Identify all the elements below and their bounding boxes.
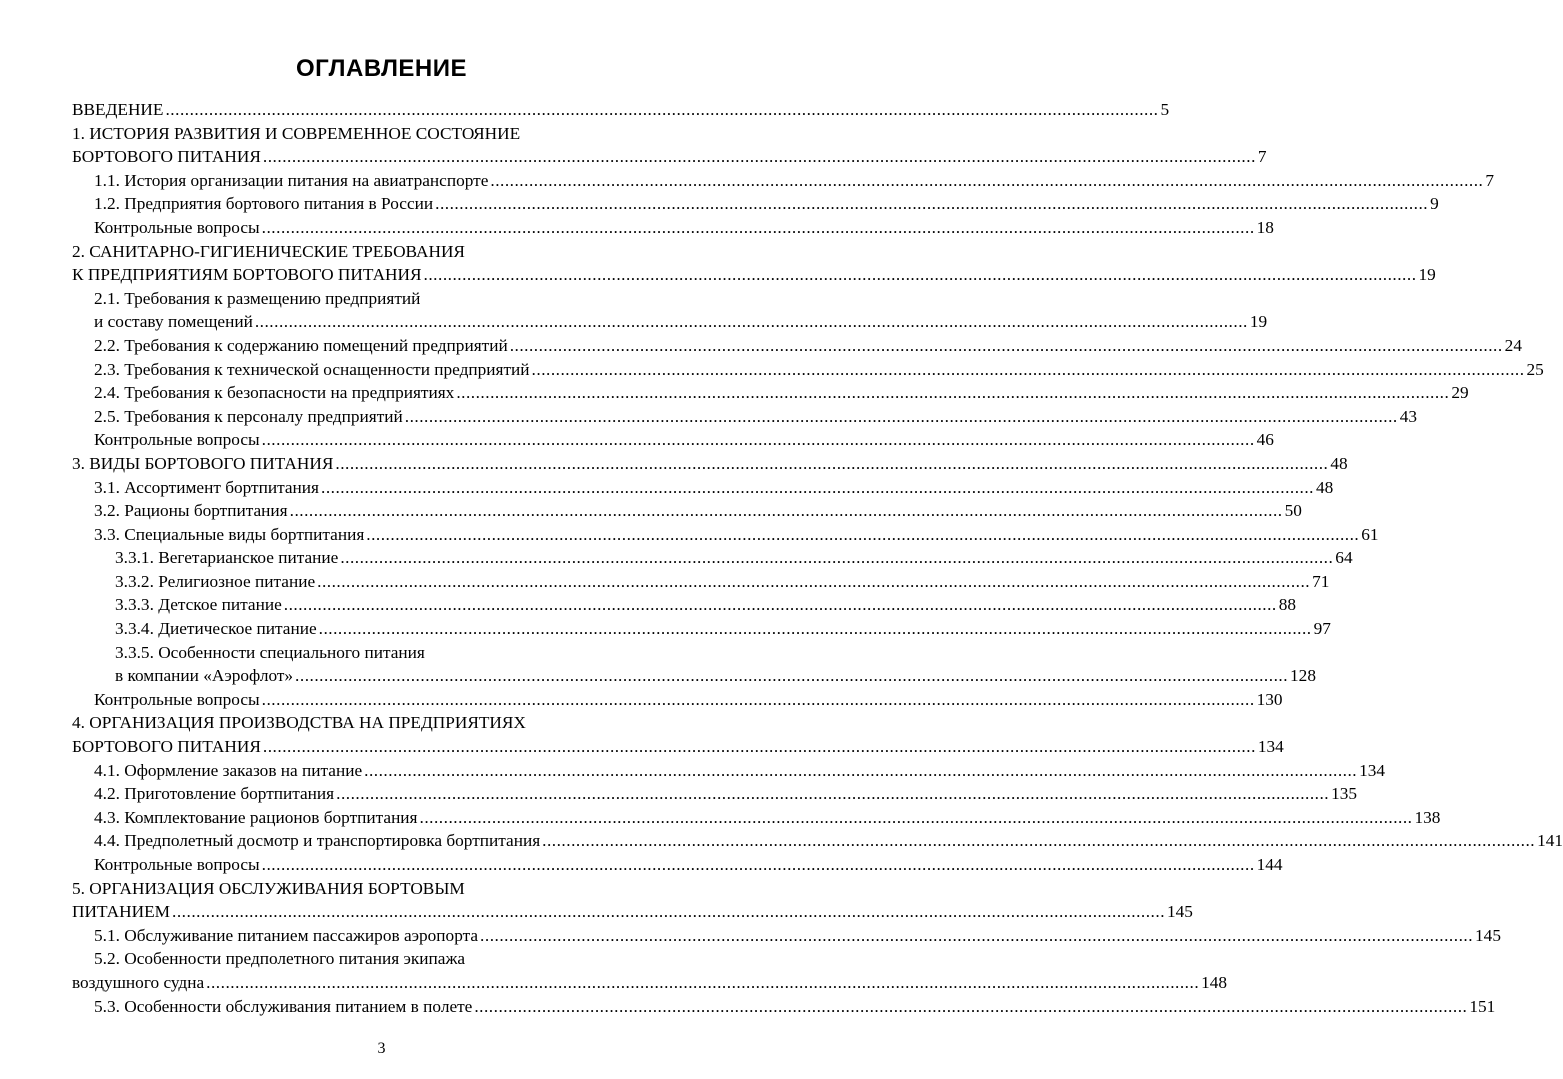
toc-entry [72, 523, 1379, 547]
toc-entry [72, 947, 690, 971]
toc-entry-text: 3.3.4. Диетическое питание [115, 619, 317, 639]
toc-entry-text: 2.3. Требования к технической оснащенности предприятий [94, 359, 530, 379]
toc-entry-text: 3.3.2. Религиозное питание [115, 571, 316, 591]
toc-entry-text: 2.4. Требования к безопасности на предприятиях [94, 383, 455, 403]
toc-entry [72, 688, 1283, 712]
toc-entry-text: Контрольные вопросы [94, 855, 260, 874]
toc-entry-text: Контрольные вопросы [94, 217, 260, 237]
dot-leader [340, 546, 1333, 570]
toc-entry-text: 1. ИСТОРИЯ РАЗВИТИЯ И СОВРЕМЕННОЕ СОСТОЯНИЕ [72, 123, 521, 143]
dot-leader [366, 523, 1359, 547]
dot-leader [424, 263, 1417, 287]
dot-leader [335, 452, 1328, 476]
toc-entry-text: 4.2. Приготовление бортпитания [94, 784, 335, 804]
toc-entry-text: БОРТОВОГО ПИТАНИЯ [72, 737, 261, 757]
toc-entry-page: 145 [1167, 902, 1193, 922]
toc-entry-page: 141 [1537, 831, 1563, 851]
toc-entry-page: 29 [1451, 383, 1469, 403]
table-of-contents [72, 98, 1563, 1018]
toc-entry [72, 570, 1330, 594]
toc-entry-text: 3.1. Ассортимент бортпитания [94, 477, 319, 497]
dot-leader [262, 853, 1255, 877]
toc-entry-text: в компании «Аэрофлот» [115, 666, 294, 686]
dot-leader [295, 664, 1288, 688]
toc-entry-page: 128 [1290, 666, 1316, 686]
toc-entry-text: и составу помещений [94, 312, 253, 332]
toc-entry-text: Контрольные вопросы [94, 430, 260, 450]
dot-leader [336, 782, 1329, 806]
toc-entry-text: БОРТОВОГО ПИТАНИЯ [72, 147, 261, 167]
dot-leader [319, 617, 1312, 641]
toc-entry [72, 452, 1348, 476]
toc-entry [72, 735, 1284, 759]
toc-entry-page: 9 [1430, 194, 1439, 214]
dot-leader [532, 358, 1525, 382]
toc-entry-page: 48 [1315, 477, 1334, 497]
dot-leader [206, 971, 1199, 995]
toc-entry [72, 995, 1496, 1019]
toc-entry-page: 43 [1399, 406, 1418, 426]
toc-entry [72, 310, 1268, 334]
toc-entry-page: 5 [1160, 100, 1170, 119]
toc-entry-page: 145 [1475, 925, 1501, 945]
toc-entry [72, 358, 1544, 382]
toc-entry-text: ВВЕДЕНИЕ [72, 100, 164, 119]
dot-leader [263, 145, 1256, 169]
toc-entry-text: 2. САНИТАРНО-ГИГИЕНИЧЕСКИЕ ТРЕБОВАНИЯ [72, 241, 465, 261]
dot-leader [321, 476, 1314, 500]
dot-leader [510, 334, 1503, 358]
toc-entry-page: 7 [1485, 170, 1494, 190]
toc-entry [72, 263, 1436, 287]
toc-entry-page: 61 [1361, 524, 1379, 544]
toc-entry-text: 4.4. Предполетный досмотр и транспортировка бортпитания [94, 831, 541, 851]
dot-leader [284, 593, 1277, 617]
toc-entry-page: 130 [1256, 689, 1283, 709]
toc-entry [72, 476, 1334, 500]
toc-entry [72, 381, 1469, 405]
toc-entry-page: 50 [1284, 501, 1302, 521]
dot-leader [542, 829, 1535, 853]
toc-entry-text: 4.3. Комплектование рационов бортпитания [94, 807, 418, 827]
toc-entry [72, 711, 690, 735]
toc-entry-text: 3. ВИДЫ БОРТОВОГО ПИТАНИЯ [72, 453, 334, 473]
toc-entry-text: 3.3.1. Вегетарианское питание [115, 548, 339, 568]
toc-entry [72, 287, 690, 311]
dot-leader [474, 995, 1467, 1019]
toc-entry-text: 1.1. История организации питания на авиатранспорте [94, 170, 489, 190]
toc-entry-page: 64 [1335, 548, 1353, 568]
toc-entry-page: 19 [1418, 265, 1436, 285]
toc-entry [72, 806, 1441, 830]
toc-entry-text: 2.1. Требования к размещению предприятий [94, 288, 421, 308]
dot-leader [262, 428, 1255, 452]
toc-entry [72, 593, 1297, 617]
toc-entry-page: 135 [1331, 784, 1358, 804]
toc-entry [72, 240, 690, 264]
toc-entry [72, 169, 1494, 193]
toc-entry [72, 877, 690, 901]
toc-entry [72, 499, 1302, 523]
toc-entry-page: 88 [1278, 595, 1297, 615]
toc-entry-page: 144 [1256, 855, 1283, 874]
toc-entry [72, 829, 1563, 853]
toc-entry-page: 18 [1256, 217, 1274, 237]
dot-leader [435, 192, 1428, 216]
toc-entry [72, 122, 690, 146]
dot-leader [290, 499, 1283, 523]
toc-entry-text: 4. ОРГАНИЗАЦИЯ ПРОИЗВОДСТВА НА ПРЕДПРИЯТИЯХ [72, 713, 526, 733]
toc-entry [72, 641, 690, 665]
toc-entry-text: 3.3. Специальные виды бортпитания [94, 524, 365, 544]
toc-entry-page: 25 [1526, 359, 1544, 379]
toc-entry [72, 145, 1267, 169]
toc-entry [72, 853, 1283, 877]
toc-entry-text: Контрольные вопросы [94, 689, 260, 709]
toc-entry-page: 134 [1257, 737, 1284, 757]
toc-entry [72, 782, 1358, 806]
toc-entry-text: 3.3.5. Особенности специального питания [115, 642, 425, 662]
toc-entry [72, 924, 1501, 948]
toc-entry-text: 2.5. Требования к персоналу предприятий [94, 406, 403, 426]
toc-entry [72, 192, 1439, 216]
toc-entry-text: 1.2. Предприятия бортового питания в России [94, 194, 434, 214]
toc-entry-text: 5.1. Обслуживание питанием пассажиров аэропорта [94, 925, 479, 945]
toc-entry-text: воздушного судна [72, 972, 205, 992]
toc-entry-text: 3.2. Рационы бортпитания [94, 501, 288, 521]
toc-entry-page: 7 [1257, 147, 1267, 167]
dot-leader [262, 216, 1255, 240]
dot-leader [255, 310, 1248, 334]
toc-entry-page: 148 [1201, 972, 1228, 992]
toc-entry-page: 151 [1469, 996, 1496, 1016]
dot-leader [405, 405, 1398, 429]
toc-entry-page: 48 [1330, 453, 1348, 473]
toc-entry [72, 971, 1228, 995]
toc-entry-text: 5.2. Особенности предполетного питания экипажа [94, 949, 466, 969]
toc-entry [72, 546, 1353, 570]
toc-entry [72, 664, 1316, 688]
dot-leader [420, 806, 1413, 830]
dot-leader [456, 381, 1449, 405]
toc-entry-page: 97 [1313, 619, 1331, 639]
toc-entry [72, 900, 1193, 924]
dot-leader [490, 169, 1483, 193]
dot-leader [480, 924, 1473, 948]
toc-entry-page: 19 [1249, 312, 1268, 332]
dot-leader [364, 759, 1357, 783]
dot-leader [262, 688, 1255, 712]
toc-entry-text: ПИТАНИЕМ [72, 902, 171, 922]
toc-entry-page: 134 [1359, 760, 1386, 780]
toc-entry-text: 5. ОРГАНИЗАЦИЯ ОБСЛУЖИВАНИЯ БОРТОВЫМ [72, 878, 465, 898]
page-number: 3 [377, 1040, 386, 1057]
toc-entry [72, 98, 1170, 122]
toc-entry [72, 405, 1418, 429]
toc-entry [72, 216, 1274, 240]
dot-leader [172, 900, 1165, 924]
toc-entry-page: 71 [1312, 571, 1330, 591]
toc-entry [72, 334, 1522, 358]
toc-entry-text: 2.2. Требования к содержанию помещений предприятий [94, 335, 508, 355]
dot-leader [317, 570, 1310, 594]
toc-entry-page: 24 [1504, 335, 1522, 355]
toc-entry-text: 5.3. Особенности обслуживания питанием в полете [94, 996, 473, 1016]
toc-entry-text: 4.1. Оформление заказов на питание [94, 760, 363, 780]
toc-entry-page: 46 [1256, 430, 1274, 450]
dot-leader [165, 98, 1158, 122]
toc-entry-text: К ПРЕДПРИЯТИЯМ БОРТОВОГО ПИТАНИЯ [72, 265, 422, 285]
toc-entry [72, 428, 1274, 452]
dot-leader [263, 735, 1256, 759]
page-title: ОГЛАВЛЕНИЕ [295, 55, 468, 82]
toc-entry-page: 138 [1414, 807, 1441, 827]
toc-entry [72, 617, 1331, 641]
toc-entry [72, 759, 1386, 783]
toc-entry-text: 3.3.3. Детское питание [115, 595, 282, 615]
